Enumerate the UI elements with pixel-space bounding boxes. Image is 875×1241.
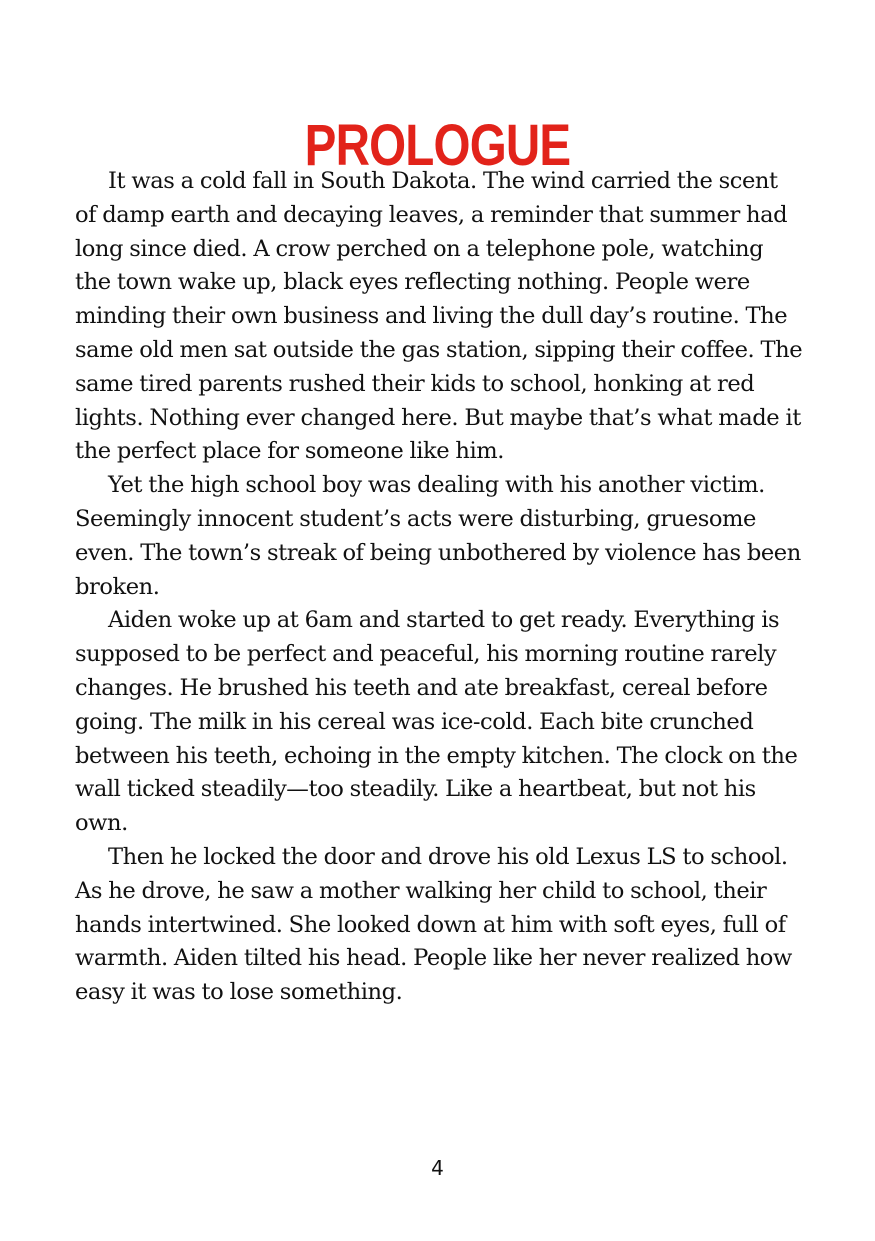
paragraph-4: Then he locked the door and drove his old Lexus LS to school. As he drove, he saw a mother walking her child to school, their hands intertwined. She looked down at him with soft eyes, full of warmth. Aiden tilted his head. People like her never realized how easy it was to lose something. [75,843,792,1006]
chapter-title: PROLOGUE [304,112,571,178]
page-number: 4 [431,1156,444,1180]
body-text [75,165,803,1010]
paragraph-2: Yet the high school boy was dealing with his another victim. Seemingly innocent student’s acts were disturbing, gruesome even. The town’s streak of being unbothered by violence has been broken. [75,472,801,600]
paragraph-1: It was a cold fall in South Dakota. The wind carried the scent of damp earth and decaying leaves, a reminder that summer had long since died. A crow perched on a telephone pole, watching the town wake up, black eyes reflecting nothing. People were minding their own business and living the dull day’s routine. The same old men sat outside the gas station, sipping their coffee. The same tired parents rushed their kids to school, honking at red lights. Nothing ever changed here. But maybe that’s what made it the perfect place for someone like him. [75,168,803,465]
paragraph-3: Aiden woke up at 6am and started to get ready. Everything is supposed to be perfect and peaceful, his morning routine rarely changes. He brushed his teeth and ate breakfast, cereal before going. The milk in his cereal was ice-cold. Each bite crunched between his teeth, echoing in the empty kitchen. The clock on the wall ticked steadily—too steadily. Like a heartbeat, but not his own. [75,607,798,837]
